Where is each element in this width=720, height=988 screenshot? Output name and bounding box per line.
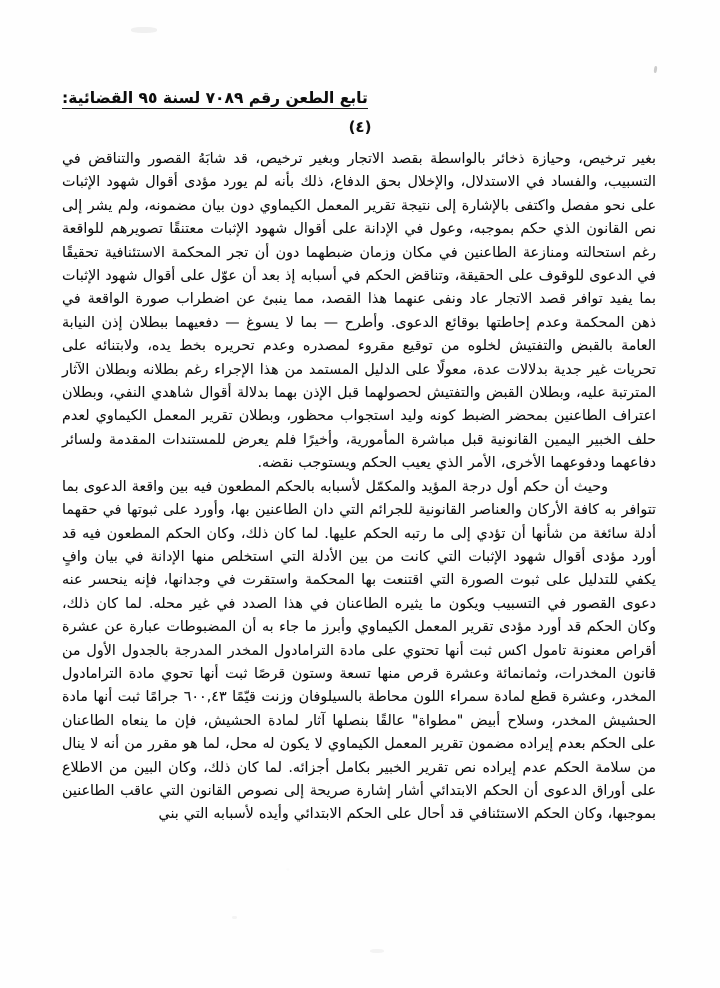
scan-artifact-speck [131, 27, 157, 33]
page-number: (٤) [348, 118, 372, 136]
scan-artifact-speck [654, 66, 658, 73]
scan-artifact-speck [232, 916, 237, 919]
paragraph-court-reasoning: وحيث أن حكم أول درجة المؤيد والمكمّل لأسبابه بالحكم المطعون فيه بين واقعة الدعوى بما تتوافر به كافة الأركان والعناصر القانونية للجرائم التي دان الطاعنين بها، وأورد على ثبوتها في حقهما أدلة سائغة من شأنها أن تؤدي إلى ما رتبه الحكم عليها. لما كان ذلك، وكان الحكم المطعون فيه قد أورد مؤدى أقوال شهود الإثبات التي كانت من بين الأدلة التي استخلص منها الإدانة في بيان وافٍ يكفي للتدليل على ثبوت الصورة التي اقتنعت بها المحكمة واستقرت في وجدانها، فإنه ينحسر عنه دعوى القصور في التسبيب ويكون ما يثيره الطاعنان في هذا الصدد في غير محله. لما كان ذلك، وكان الحكم قد أورد مؤدى تقرير المعمل الكيماوي وأبرز ما جاء به أن المضبوطات عبارة عن عشرة أقراص معنونة تامول اكس ثبت أنها تحتوي على مادة الترامادول المخدر المدرجة بالجدول الأول من قانون المخدرات، وثمانمائة وعشرة قرص منها تسعة وستون قرصًا ثبت أنها تحوي مادة الترامادول المخدر، وعشرة قطع لمادة سمراء اللون محاطة بالسيلوفان وزنت قيّمًا ٦٠٠,٤٣ جرامًا ثبت أنها مادة الحشيش المخدر، وسلاح أبيض "مطواة" عالقًا بنصلها آثار لمادة الحشيش، فإن ما ينعاه الطاعنان على الحكم بعدم إيراده مضمون تقرير المعمل الكيماوي لا يكون له محل، لما هو مقرر من أنه لا ينال من سلامة الحكم عدم إيراده نص تقرير الخبير بكامل أجزائه. لما كان ذلك، وكان البين من الاطلاع على أوراق الدعوى أن الحكم الابتدائي أشار إشارة صريحة إلى نصوص القانون التي عاقب الطاعنين بموجبها، وكان الحكم الاستئنافي قد أحال على الحكم الابتدائي وأيده لأسبابه التي بني [62, 478, 656, 823]
scan-artifact-speck [370, 949, 384, 953]
paragraph-grounds-of-appeal: بغير ترخيص، وحيازة ذخائر بالواسطة بقصد الاتجار وبغير ترخيص، قد شابَهُ القصور والتناقض في التسبيب، والفساد في الاستدلال، والإخلال بحق الدفاع، ذلك بأنه لم يورد مؤدى أقوال شهود الإثبات على نحو مفصل واكتفى بالإشارة إلى نتيجة تقرير المعمل الكيماوي دون بيان مضمونه، ولم يشر إلى نص القانون الذي حكم بموجبه، وعول في الإدانة على أقوال شهود الإثبات معتنقًا تصويرهم للواقعة رغم استحالته ومنازعة الطاعنين في مكان وزمان ضبطهما دون أن تجر المحكمة الاستئنافية تحقيقًا في الدعوى للوقوف على الحقيقة، وتناقض الحكم في أسبابه إذ بعد أن عوّل على أقوال شهود الإثبات بما يفيد توافر قصد الاتجار عاد ونفى عنهما هذا القصد، مما ينبئ عن اضطراب صورة الواقعة في ذهن المحكمة وعدم إحاطتها بوقائع الدعوى. وأطرح — بما لا يسوغ — دفعيهما ببطلان إذن النيابة العامة بالقبض والتفتيش لخلوه من توقيع مقروء لمصدره وعدم تحريره بخط يده، ولابتنائه على تحريات غير جدية بدلالات عدة، معولًا على الدليل المستمد من هذا الإجراء رغم بطلانه وبطلان الآثار المترتبة عليه، وبطلان القبض والتفتيش لحصولهما قبل الإذن بهما بدلالة أقوال شاهدي النفي، وبطلان اعتراف الطاعنين بمحضر الضبط كونه وليد استجواب محظور، وبطلان تقرير المعمل الكيماوي لعدم حلف الخبير اليمين القانونية قبل مباشرة المأمورية، وأخيرًا فلم يعرض للمستندات المقدمة ولسائر دفاعهما ودفوعهما الأخرى، الأمر الذي يعيب الحكم ويستوجب نقضه. [62, 151, 656, 472]
document-header [62, 88, 658, 109]
document-body [62, 148, 656, 827]
case-reference-title: تابع الطعن رقم ٧٠٨٩ لسنة ٩٥ القضائية: [62, 89, 368, 107]
